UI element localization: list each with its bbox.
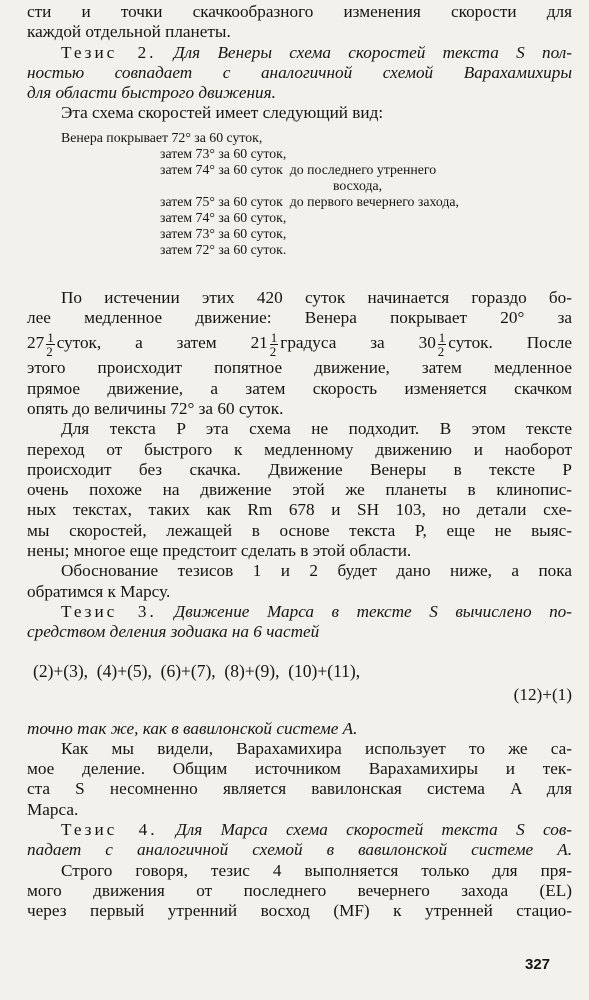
text-line: Марса. <box>27 799 79 819</box>
table-row: затем 75° за 60 суток до первого вечернего захода, <box>160 193 459 209</box>
text-line: обратимся к Марсу. <box>27 581 171 601</box>
thesis-text: для области быстрого движения. <box>27 83 276 103</box>
fraction-half: $\frac{1}{2}$ <box>46 329 54 359</box>
text-line: переход от быстрого к медленному движению и наоборот <box>27 439 572 459</box>
text-line: Обоснование тезисов 1 и 2 будет дано ниже, а пока <box>61 561 572 581</box>
table-row: затем 74° за 60 суток до последнего утреннего <box>160 161 437 177</box>
text-line: сти и точки скачкообразного изменения скорости для <box>27 2 572 21</box>
text-line: через первый утренний восход (MF) к утренней стацио- <box>27 901 572 921</box>
text-fragment: суток. После <box>448 333 573 353</box>
text-line: ста S несомненно является вавилонская система A для <box>27 779 572 799</box>
text-line: Эта схема скоростей имеет следующий вид: <box>61 103 384 123</box>
table-row: затем 72° за 60 суток. <box>160 241 287 257</box>
zodiac-division-formula-cont: (12)+(1) <box>513 684 572 704</box>
text-line: ных текстах, таких как Rm 678 и SH 103, но детали схе- <box>27 500 572 520</box>
table-row: восхода, <box>333 177 383 193</box>
thesis-text: точно так же, как в вавилонской системе A. <box>27 718 358 738</box>
text-line: этого происходит попятное движение, затем медленное <box>27 358 572 378</box>
thesis-3 <box>27 602 572 622</box>
text-line: прямое движение, а затем скорость изменяется скачком <box>27 378 572 398</box>
thesis-2 <box>27 43 572 63</box>
text-line: очень похоже на движение этой же планеты в клинопис- <box>27 480 572 500</box>
thesis-text: Для Венеры схема скоростей текста S пол- <box>173 42 572 62</box>
thesis-label: Тезис 3. <box>61 601 157 621</box>
thesis-label: Тезис 4. <box>61 820 158 840</box>
text-fragment: градуса за 30 <box>280 333 436 353</box>
thesis-text: Движение Марса в тексте S вычислено по- <box>174 601 572 621</box>
table-row: затем 74° за 60 суток, <box>160 209 287 225</box>
text-line: Строго говоря, тезис 4 выполняется только для пря- <box>61 860 572 880</box>
thesis-text: Для Марса схема скоростей текста S сов- <box>175 820 573 840</box>
text-line: По истечении этих 420 суток начинается гораздо бо- <box>61 287 572 307</box>
fraction-line <box>27 328 572 358</box>
thesis-text: средством деления зодиака на 6 частей <box>27 622 320 642</box>
text-line: происходит без скачка. Движение Венеры в тексте P <box>27 459 572 479</box>
text-line: Для текста P эта схема не подходит. В этом тексте <box>61 419 572 439</box>
text-line: нены; многое еще предстоит сделать в этой области. <box>27 541 412 561</box>
zodiac-division-formula: (2)+(3), (4)+(5), (6)+(7), (8)+(9), (10)+(11), <box>33 660 361 681</box>
thesis-label: Тезис 2. <box>61 42 157 62</box>
number: 27 <box>27 333 45 353</box>
text-line: мы скоростей, лежащей в основе текста P, еще не выяс- <box>27 520 572 540</box>
thesis-4 <box>27 820 572 840</box>
fraction-half: $\frac{1}{2}$ <box>437 329 446 359</box>
page-number: 327 <box>525 956 551 973</box>
thesis-text: ностью совпадает с аналогичной схемой Варахамихиры <box>27 62 572 82</box>
text-line: каждой отдельной планеты. <box>27 22 231 42</box>
thesis-text: падает с аналогичной схемой в вавилонской системе A. <box>27 840 572 860</box>
table-row: Венера покрывает 72° за 60 суток, <box>61 129 263 145</box>
page-body <box>27 2 572 922</box>
text-line: опять до величины 72° за 60 суток. <box>27 398 284 418</box>
text-line: Как мы видели, Варахамихира использует то же са- <box>61 738 572 758</box>
table-row: затем 73° за 60 суток, <box>160 145 287 161</box>
fraction-half: $\frac{1}{2}$ <box>269 329 278 359</box>
text-line: мое деление. Общим источником Варахамихиры и тек- <box>27 759 572 779</box>
table-row: затем 73° за 60 суток, <box>160 225 287 241</box>
text-line: мого движения от последнего вечернего захода (EL) <box>27 880 572 900</box>
text-line: лее медленное движение: Венера покрывает 20° за <box>27 308 572 328</box>
text-fragment: суток, а затем 21 <box>56 333 268 353</box>
velocity-scheme-table <box>61 130 572 274</box>
